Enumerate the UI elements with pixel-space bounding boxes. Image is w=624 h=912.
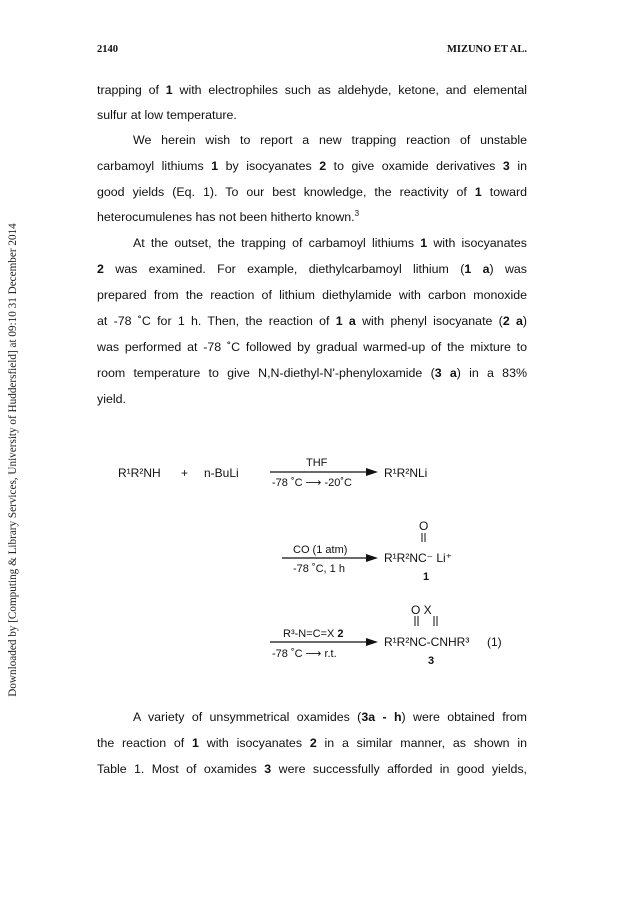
carbonyl-oxygen: O (419, 519, 429, 533)
paragraph-2-line-4: heterocumulenes has not been hitherto known.$^3$ (97, 209, 360, 224)
step-1-temperature: -78 ˚C ⟶ -20˚C (272, 477, 352, 489)
paragraph-2-line-1: We herein wish to report a new trapping reaction of unstable (133, 133, 527, 147)
download-notice-text: Downloaded by [Computing & Library Services, University of Huddersfield] at 09:10 31 December 2014 (7, 223, 19, 697)
paragraph-2-line-3: good yields (Eq. 1). To our best knowledge, the reactivity of 1 toward (97, 185, 527, 199)
product-lithium-amide: R¹R²NLi (384, 466, 428, 480)
compound-label-3: 3 (428, 655, 435, 667)
step-2-conditions: -78 ˚C, 1 h (293, 563, 345, 575)
paragraph-3-line-1: At the outset, the trapping of carbamoyl lithiums 1 with isocyanates (133, 236, 527, 250)
paragraph-4-line-1: A variety of unsymmetrical oxamides (3a - h) were obtained from (133, 710, 527, 724)
plus-sign: + (181, 466, 189, 480)
paragraph-1-line-2: sulfur at low temperature. (97, 108, 237, 122)
step-3-temperature: -78 ˚C ⟶ r.t. (272, 648, 337, 660)
oxamide-heteroatoms: O X (411, 603, 432, 617)
running-head: MIZUNO ET AL. (446, 44, 527, 55)
paragraph-4-line-3: Table 1. Most of oxamides 3 were successfully afforded in good yields, (97, 762, 527, 776)
paragraph-2-line-2: carbamoyl lithiums 1 by isocyanates 2 to give oxamide derivatives 3 in (97, 159, 527, 173)
paragraph-1-line-1: trapping of 1 with electrophiles such as aldehyde, ketone, and elemental (97, 83, 527, 97)
paragraph-3-line-3: prepared from the reaction of lithium diethylamide with carbon monoxide (97, 288, 527, 302)
step-2-reagent: CO (1 atm) (293, 544, 348, 556)
reactant-amine: R¹R²NH (118, 466, 161, 480)
page-number: 2140 (97, 44, 118, 55)
footnote-ref: 3 (354, 209, 360, 218)
product-oxamide: R¹R²NC-CNHR³ (384, 635, 470, 649)
download-notice (2, 170, 24, 750)
paragraph-3-line-4: at -78 ˚C for 1 h. Then, the reaction of 1 a with phenyl isocyanate (2 a) (97, 314, 528, 328)
page-header (97, 44, 527, 60)
paragraph-3-line-7: yield. (97, 392, 126, 406)
step-1-solvent: THF (306, 457, 328, 469)
paragraph-3-line-5: was performed at -78 ˚C followed by gradual warmed-up of the mixture to (97, 340, 527, 354)
step-3-reagent: R³-N=C=X 2 (283, 628, 344, 640)
paragraph-3-line-6: room temperature to give N,N-diethyl-N'-phenyloxamide (3 a) in a 83% (97, 366, 527, 380)
paragraph-3-line-2: 2 was examined. For example, diethylcarbamoyl lithium (1 a) was (97, 262, 527, 276)
product-carbamoyl-lithium: R¹R²NC⁻ Li⁺ (384, 551, 452, 565)
equation-number: (1) (487, 635, 502, 649)
reactant-nbuli: n-BuLi (204, 466, 239, 480)
compound-label-1: 1 (423, 571, 430, 583)
paragraph-4-line-2: the reaction of 1 with isocyanates 2 in a similar manner, as shown in (97, 736, 527, 750)
